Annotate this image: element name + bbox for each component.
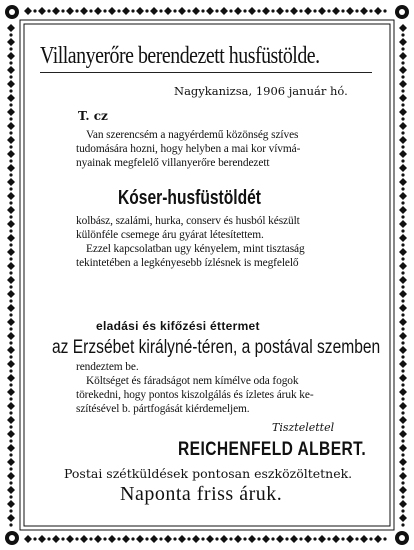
border-ornament-bottom (24, 535, 387, 543)
postal-note: Postai szétküldések pontosan eszközöltetnek. (64, 466, 353, 481)
signature: REICHENFELD ALBERT. (178, 439, 367, 460)
kosher-heading: Kóser-husfüstöldét (118, 187, 262, 209)
effort-line: törekedni, hogy pontos kiszolgálás és ízletes áruk ke- (76, 389, 314, 401)
date-line: Nagykanizsa, 1906 január hó. (174, 84, 348, 98)
advertisement (38, 38, 381, 512)
products-line: Ezzel kapcsolatban ugy kényelem, mint tisztaság (86, 243, 305, 255)
border-ornament-right (399, 24, 407, 527)
border-ornament-top (24, 7, 387, 15)
ad-title: Villanyerőre berendezett husfüstölde. (40, 43, 320, 69)
salutation: T. cz (78, 109, 108, 123)
products-line: különféle csemege áru gyárat létesítettem. (76, 229, 264, 241)
location-heading: az Erzsébet királyné-téren, a postával szemben (52, 337, 381, 358)
restaurant-heading: eladási és kifőzési éttermet (96, 319, 260, 333)
daily-note: Naponta friss áruk. (120, 483, 283, 505)
effort-line: szítésével b. pártfogását kiérdemeljem. (76, 403, 250, 415)
effort-line: Költséget és fáradságot nem kímélve oda fogok (86, 375, 299, 387)
closing: Tisztelettel (272, 421, 335, 434)
products-line: tekintetében a legkényesebb ízlésnek is megfelelő (76, 257, 299, 269)
intro-line: nyainak megfelelő villanyerőre berendezett (76, 157, 270, 169)
opened-line: rendeztem be. (76, 361, 139, 373)
intro-line: tudomására hozni, hogy helyben a mai kor vívmá- (76, 143, 301, 155)
products-line: kolbász, szalámi, hurka, conserv és husból készült (76, 215, 300, 227)
border-ornament-left (7, 24, 15, 527)
intro-line: Van szerencsém a nagyérdemű közönség szíves (86, 129, 299, 141)
title-rule (40, 72, 372, 73)
